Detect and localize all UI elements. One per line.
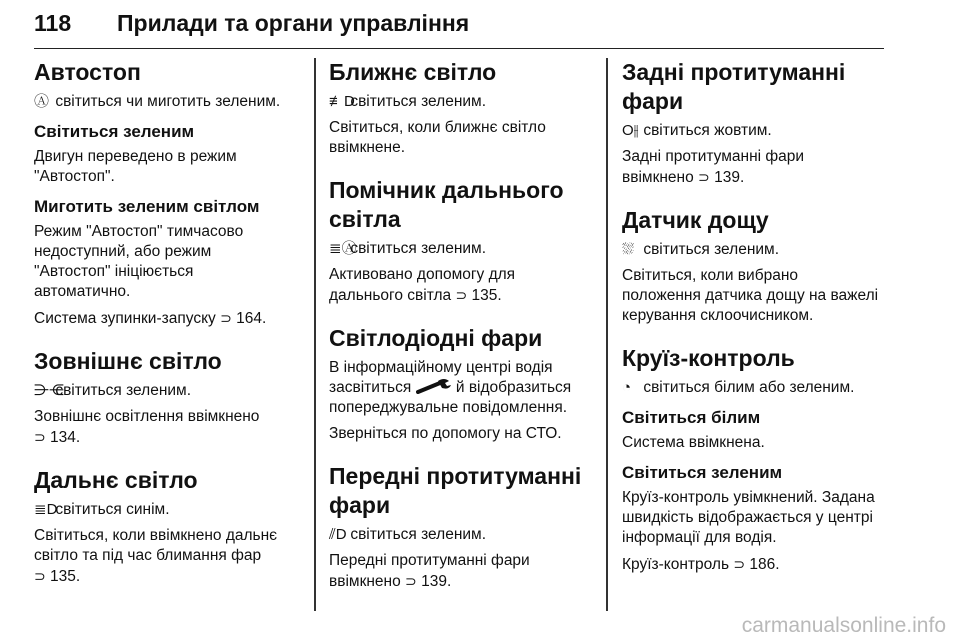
rain-sensor-intro: ⛆ світиться зеленим. [622, 241, 780, 258]
cruise-reference[interactable]: Круїз-контроль ⊃ 186. [622, 556, 780, 573]
cruise-white-text: Система ввімкнена. [622, 434, 765, 451]
column-divider-1 [314, 58, 316, 611]
page-number: 118 [34, 10, 72, 36]
low-beam-intro: ≢D світиться зеленим. [329, 93, 487, 110]
rain-sensor-text: Світиться, коли вибрано положення датчика дощу на важелі керування склоочисником. [622, 267, 879, 324]
column-2 [329, 58, 591, 598]
exterior-light-text[interactable]: Зовнішнє освітлення ввімкнено ⊃ 134. [34, 408, 260, 446]
section-heading-cruise-control: Круїз-контроль [622, 345, 795, 371]
low-beam-text: Світиться, коли ближнє світло ввімкнене. [329, 119, 546, 156]
autostop-icon: Ⓐ [34, 93, 50, 110]
front-fog-intro: ⫽D світиться зеленим. [329, 526, 487, 543]
watermark: carmanualsonline.info [741, 614, 946, 637]
section-heading-high-beam-assist: Помічник дальнього світла [329, 177, 564, 232]
exterior-light-intro: ⋺⋲ світиться зеленим. [34, 382, 192, 399]
cruise-control-icon: ◔ [622, 379, 632, 396]
section-heading-high-beam: Дальнє світло [34, 467, 198, 493]
section-heading-rain-sensor: Датчик дощу [622, 207, 769, 233]
high-beam-text[interactable]: Світиться, коли ввімкнено дальнє світло та під час блимання фар ⊃ 135. [34, 527, 278, 585]
high-beam-assist-icon: ≣Ⓐ [329, 240, 357, 257]
section-heading-led-headlights: Світлодіодні фари [329, 325, 543, 351]
reference-arrow-icon: ⊃ [34, 429, 46, 445]
reference-arrow-icon: ⊃ [34, 568, 46, 584]
subheading-cruise-green: Світиться зеленим [622, 463, 783, 482]
rear-fog-icon: O⫲ [622, 122, 639, 139]
led-headlights-text2: Зверніться по допомогу на СТО. [329, 425, 562, 442]
page-title: Прилади та органи управління [117, 10, 470, 36]
high-beam-assist-intro: ≣Ⓐ світиться зеленим. [329, 240, 487, 257]
section-heading-rear-fog: Задні протитуманні фари [622, 59, 846, 114]
subheading-cruise-white: Світиться білим [622, 408, 761, 427]
autostop-green-text: Двигун переведено в режим "Автостоп". [34, 148, 237, 185]
column-1 [34, 58, 299, 593]
rear-fog-text[interactable]: Задні протитуманні фари ввімкнено ⊃ 139. [622, 148, 805, 186]
reference-arrow-icon: ⊃ [733, 556, 746, 572]
reference-arrow-icon: ⊃ [698, 169, 710, 185]
low-beam-icon: ≢D [329, 93, 355, 110]
subheading-autostop-green: Світиться зеленим [34, 122, 195, 141]
reference-arrow-icon: ⊃ [455, 287, 468, 303]
cruise-green-text: Круїз-контроль увімкнений. Задана швидкість відображається у центрі інформації для водія. [622, 489, 875, 546]
high-beam-icon: ≣D [34, 501, 58, 518]
led-headlights-text: В інформаційному центрі водія засвітиться й відобразиться попереджувальне повідомлення. [329, 359, 572, 416]
exterior-light-icon: ⋺⋲ [34, 382, 64, 399]
section-heading-autostop: Автостоп [34, 59, 141, 85]
rain-sensor-icon: ⛆ [622, 241, 635, 258]
reference-arrow-icon: ⊃ [220, 310, 232, 326]
section-heading-front-fog: Передні протитуманні фари [329, 463, 582, 518]
autostop-reference[interactable]: Система зупинки-запуску ⊃ 164. [34, 310, 267, 327]
section-heading-exterior-light: Зовнішнє світло [34, 348, 222, 374]
rear-fog-intro: O⫲ світиться жовтим. [622, 122, 772, 139]
page-header [34, 4, 884, 49]
high-beam-intro: ≣D світиться синім. [34, 501, 170, 518]
subheading-autostop-flash: Миготить зеленим світлом [34, 197, 260, 216]
cruise-intro: ◔ світиться білим або зеленим. [622, 379, 855, 396]
front-fog-icon: ⫽D [329, 526, 347, 543]
front-fog-text[interactable]: Передні протитуманні фари ввімкнено ⊃ 139. [329, 552, 530, 590]
section-heading-low-beam: Ближнє світло [329, 59, 497, 85]
column-3 [622, 58, 892, 581]
high-beam-assist-text[interactable]: Активовано допомогу для дальнього світла ⊃ 135. [329, 266, 516, 304]
autostop-intro: Ⓐ світиться чи миготить зеленим. [34, 93, 281, 110]
autostop-flash-text: Режим "Автостоп" тимчасово недоступний, або режим "Автостоп" ініціюється автоматично. [34, 223, 244, 300]
reference-arrow-icon: ⊃ [405, 573, 417, 589]
column-divider-2 [606, 58, 608, 611]
wrench-icon [416, 378, 452, 394]
